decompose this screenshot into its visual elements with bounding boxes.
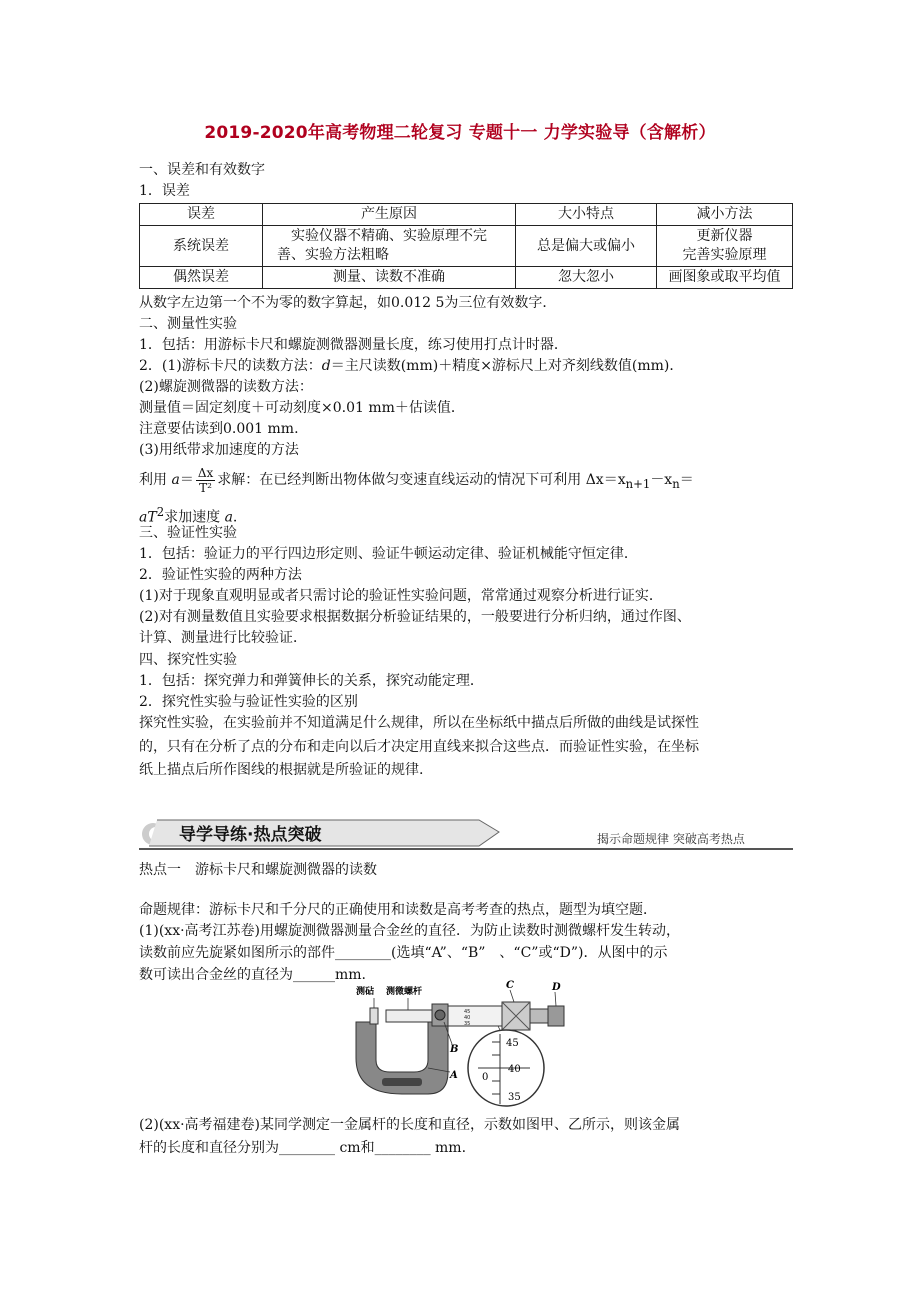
fraction-denominator: T² bbox=[199, 480, 212, 495]
table-row bbox=[140, 267, 793, 289]
fraction bbox=[196, 466, 215, 495]
paragraph-line: 读数前应先旋紧如图所示的部件________(选填“A”、“B” 、“C”或“D”)．从图中的示 bbox=[139, 945, 668, 961]
paragraph-line: (1)对于现象直观明显或者只需讨论的验证性实验问题，常常通过观察分析进行证实． bbox=[139, 588, 663, 604]
paragraph-line: (3)用纸带求加速度的方法 bbox=[139, 442, 299, 458]
fraction-numerator: Δx bbox=[197, 465, 214, 480]
paragraph-line bbox=[139, 356, 683, 376]
var-a: a bbox=[171, 472, 180, 488]
banner-title: 导学导练·热点突破 bbox=[179, 825, 322, 845]
paragraph-line: (2)对有测量数值且实验要求根据数据分析验证结果的，一般要进行分析归纳，通过作图、 bbox=[139, 609, 691, 625]
paragraph-line: 的，只有在分析了点的分布和走向以后才决定用直线来拟合这些点．而验证性实验，在坐标 bbox=[139, 739, 699, 755]
table-cell: 偶然误差 bbox=[140, 267, 263, 289]
lock-screw bbox=[435, 1010, 445, 1020]
table-header-row bbox=[140, 204, 793, 226]
var-d: d bbox=[321, 358, 331, 374]
section4-heading: 四、探究性实验 bbox=[139, 652, 237, 668]
text-run: 求解：在已经判断出物体做匀变速直线运动的情况下可利用 Δx＝x bbox=[217, 472, 626, 488]
table-cell: 忽大忽小 bbox=[516, 267, 657, 289]
table-header: 大小特点 bbox=[516, 204, 657, 226]
superscript: 2 bbox=[156, 505, 165, 519]
label-d: D bbox=[552, 982, 561, 993]
paragraph-line: 杆的长度和直径分别为________ cm和________ mm. bbox=[139, 1140, 467, 1156]
text-run: 利用 bbox=[139, 472, 172, 488]
paragraph-line: 测量值＝固定刻度＋可动刻度×0.01 mm＋估读值． bbox=[139, 400, 465, 416]
paragraph-line: 2．探究性实验与验证性实验的区别 bbox=[139, 694, 358, 710]
var-a: a bbox=[224, 509, 233, 526]
scale-label-40: 40 bbox=[508, 1064, 521, 1075]
ratchet-neck bbox=[530, 1009, 548, 1023]
paragraph-line: 1．包括：验证力的平行四边形定则、验证牛顿运动定律、验证机械能守恒定律． bbox=[139, 546, 638, 562]
page-title: 2019-2020年高考物理二轮复习 专题十一 力学实验导（含解析） bbox=[204, 123, 716, 143]
sleeve-scale-label: 35 bbox=[464, 1021, 471, 1027]
var-aT: aT bbox=[139, 509, 157, 526]
label-a: A bbox=[450, 1070, 458, 1081]
anvil bbox=[370, 1008, 378, 1024]
text-run: ＝ bbox=[679, 472, 694, 488]
table-cell: 画图象或取平均值 bbox=[657, 267, 793, 289]
error-table bbox=[139, 203, 793, 289]
paragraph-line: 探究性实验，在实验前并不知道满足什么规律，所以在坐标纸中描点后所做的曲线是试探性 bbox=[139, 715, 699, 731]
subscript: n+1 bbox=[625, 476, 651, 491]
table-cell: 系统误差 bbox=[140, 226, 263, 267]
section1-sub: 1．误差 bbox=[139, 183, 190, 199]
table-cell-line: 善、实验方法粗略 bbox=[277, 247, 389, 263]
sleeve-scale-label: 40 bbox=[464, 1015, 471, 1021]
paragraph-line: 数可读出合金丝的直径为______mm. bbox=[139, 967, 367, 983]
ratchet bbox=[548, 1006, 564, 1026]
paragraph-line: 1．包括：探究弹力和弹簧伸长的关系，探究动能定理． bbox=[139, 673, 484, 689]
sleeve-scale-label: 45 bbox=[464, 1009, 471, 1015]
paragraph-line: (1)(xx·高考江苏卷)用螺旋测微器测量合金丝的直径．为防止读数时测微螺杆发生转动， bbox=[139, 923, 680, 939]
spindle bbox=[386, 1010, 434, 1022]
scale-label-45: 45 bbox=[506, 1038, 519, 1049]
scale-label-35: 35 bbox=[508, 1092, 521, 1103]
paragraph-line: 1．包括：用游标卡尺和螺旋测微器测量长度，练习使用打点计时器． bbox=[139, 337, 568, 353]
sigfig-note: 从数字左边第一个不为零的数字算起，如0.012 5为三位有效数字． bbox=[139, 295, 557, 311]
paragraph-line: 纸上描点后所作图线的根据就是所验证的规律. bbox=[139, 762, 424, 778]
subscript: n bbox=[672, 476, 680, 491]
frame-slot bbox=[382, 1078, 422, 1086]
anvil-label: 测砧 bbox=[356, 987, 375, 997]
text-run: ＝ bbox=[179, 472, 194, 488]
section-banner bbox=[139, 818, 793, 854]
label-c: C bbox=[506, 980, 514, 991]
section3-heading: 三、验证性实验 bbox=[139, 525, 237, 541]
formula-line bbox=[139, 462, 694, 502]
spindle-label: 测微螺杆 bbox=[386, 987, 423, 997]
text-run: －x bbox=[650, 472, 673, 488]
micrometer-figure bbox=[348, 976, 576, 1108]
paragraph-line: 计算、测量进行比较验证． bbox=[139, 630, 307, 646]
table-cell: 总是偏大或偏小 bbox=[516, 226, 657, 267]
paragraph-line: (2)螺旋测微器的读数方法： bbox=[139, 379, 313, 395]
paragraph-line: 注意要估读到0.001 mm. bbox=[139, 421, 299, 437]
paragraph-line: (2)(xx·高考福建卷)某同学测定一金属杆的长度和直径，示数如图甲、乙所示，则该金属 bbox=[139, 1117, 680, 1133]
section2-heading: 二、测量性实验 bbox=[139, 316, 237, 332]
table-header: 产生原因 bbox=[263, 204, 516, 226]
table-cell-line: 完善实验原理 bbox=[682, 247, 767, 263]
table-cell: 测量、读数不准确 bbox=[263, 267, 516, 289]
scale-label-0: 0 bbox=[482, 1072, 489, 1083]
banner-subtitle: 揭示命题规律 突破高考热点 bbox=[597, 832, 745, 846]
hotspot-heading: 热点一 游标卡尺和螺旋测微器的读数 bbox=[139, 862, 377, 878]
text-run: 求加速度 bbox=[164, 509, 225, 526]
paragraph-line: 命题规律：游标卡尺和千分尺的正确使用和读数是高考考查的热点，题型为填空题． bbox=[139, 902, 657, 918]
label-b: B bbox=[450, 1044, 459, 1055]
text-run: . bbox=[232, 509, 238, 526]
table-cell bbox=[657, 226, 793, 267]
text-run: ＝主尺读数(mm)＋精度×游标尺上对齐刻线数值(mm)． bbox=[330, 358, 684, 374]
sleeve bbox=[448, 1006, 502, 1026]
text-run: 2．(1)游标卡尺的读数方法： bbox=[139, 358, 322, 374]
table-header: 减小方法 bbox=[657, 204, 793, 226]
table-cell-line: 更新仪器 bbox=[696, 228, 753, 244]
table-header: 误差 bbox=[140, 204, 263, 226]
table-cell-line: 实验仪器不精确、实验原理不完 bbox=[291, 228, 487, 244]
section1-heading: 一、误差和有效数字 bbox=[139, 162, 265, 178]
table-row bbox=[140, 226, 793, 267]
paragraph-line: 2．验证性实验的两种方法 bbox=[139, 567, 302, 583]
table-cell bbox=[263, 226, 516, 267]
